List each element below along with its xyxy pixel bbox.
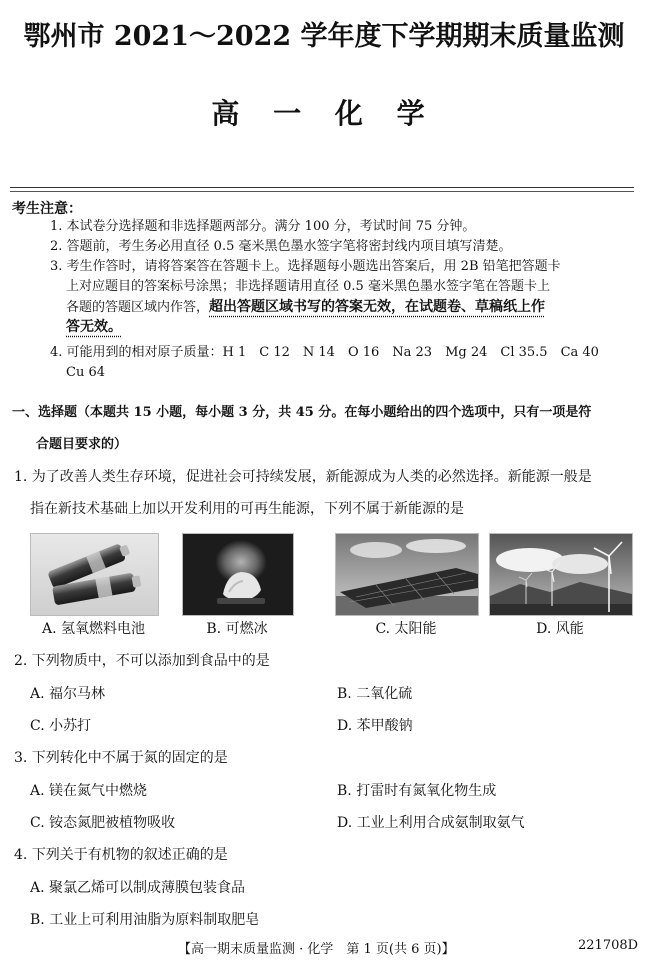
option-caption: C. 太阳能 (375, 621, 437, 637)
notice-emphasis: 答无效。 (66, 319, 122, 335)
notice-line (66, 298, 545, 317)
notice-line (66, 318, 122, 337)
notice-line: 2. 答题前，考生务必用直径 0.5 毫米黑色墨水签字笔将密封线内项目填写清楚。 (50, 239, 512, 254)
option-b: B. 二氧化硫 (337, 686, 413, 702)
notice-line: 4. 可能用到的相对原子质量：H 1 C 12 N 14 O 16 Na 23 Mg 24 Cl 35.5 Ca 40 (50, 345, 599, 360)
option-caption: D. 风能 (536, 621, 584, 637)
divider (10, 191, 634, 192)
notice-line: Cu 64 (66, 365, 105, 380)
paper-code: 221708D (578, 938, 639, 953)
notice-line: 3. 考生作答时，请将答案答在答题卡上。选择题每小题选出答案后，用 2B 铅笔把答题卡 (50, 259, 561, 274)
option-d: D. 工业上利用合成氨制取氨气 (337, 815, 525, 831)
notice-line: 上对应题目的答案标号涂黑；非选择题请用直径 0.5 毫米黑色墨水签字笔在答题卡上 (66, 279, 550, 294)
notice-emphasis: 超出答题区域书写的答案无效，在试题卷、草稿纸上作 (209, 299, 546, 315)
option-a: A. 镁在氮气中燃烧 (30, 783, 148, 799)
question-4-stem: 4. 下列关于有机物的叙述正确的是 (14, 847, 228, 863)
option-c: C. 铵态氮肥被植物吸收 (30, 815, 176, 831)
option-b: B. 打雷时有氮氧化物生成 (337, 783, 497, 799)
option-a: A. 福尔马林 (30, 686, 106, 702)
page-footer: 【高一期末质量监测 · 化学 第 1 页(共 6 页)】 (178, 942, 455, 957)
divider (10, 187, 634, 188)
section-heading-cont: 合题目要求的） (36, 437, 128, 452)
solar-panel-image (335, 533, 479, 616)
question-1-stem-cont: 指在新技术基础上加以开发利用的可再生能源，下列不属于新能源的是 (30, 501, 464, 517)
notice-line: 1. 本试卷分选择题和非选择题两部分。满分 100 分，考试时间 75 分钟。 (50, 219, 476, 234)
combustible-ice-image (182, 533, 294, 616)
notice-heading: 考生注意： (12, 201, 82, 217)
option-caption: B. 可燃冰 (206, 621, 268, 637)
question-2-stem: 2. 下列物质中，不可以添加到食品中的是 (14, 653, 270, 669)
question-3-stem: 3. 下列转化中不属于氮的固定的是 (14, 750, 228, 766)
option-d: D. 苯甲酸钠 (337, 718, 413, 734)
option-b: B. 工业上可利用油脂为原料制取肥皂 (30, 912, 260, 928)
option-c: C. 小苏打 (30, 718, 92, 734)
section-heading: 一、选择题（本题共 15 小题，每小题 3 分，共 45 分。在每小题给出的四个选项中，只有一项是符 (12, 405, 592, 420)
question-1-stem: 1. 为了改善人类生存环境，促进社会可持续发展，新能源成为人类的必然选择。新能源一般是 (14, 469, 592, 485)
exam-title: 鄂州市 2021～2022 学年度下学期期末质量监测 (23, 21, 625, 52)
exam-subtitle: 高 一 化 学 (211, 97, 437, 130)
fuel-cell-battery-image (30, 533, 159, 616)
wind-turbine-image (489, 533, 633, 616)
notice-line-part: 各题的答题区域内作答， (66, 300, 210, 315)
option-caption: A. 氢氧燃料电池 (41, 621, 145, 637)
option-a: A. 聚氯乙烯可以制成薄膜包装食品 (30, 880, 246, 896)
